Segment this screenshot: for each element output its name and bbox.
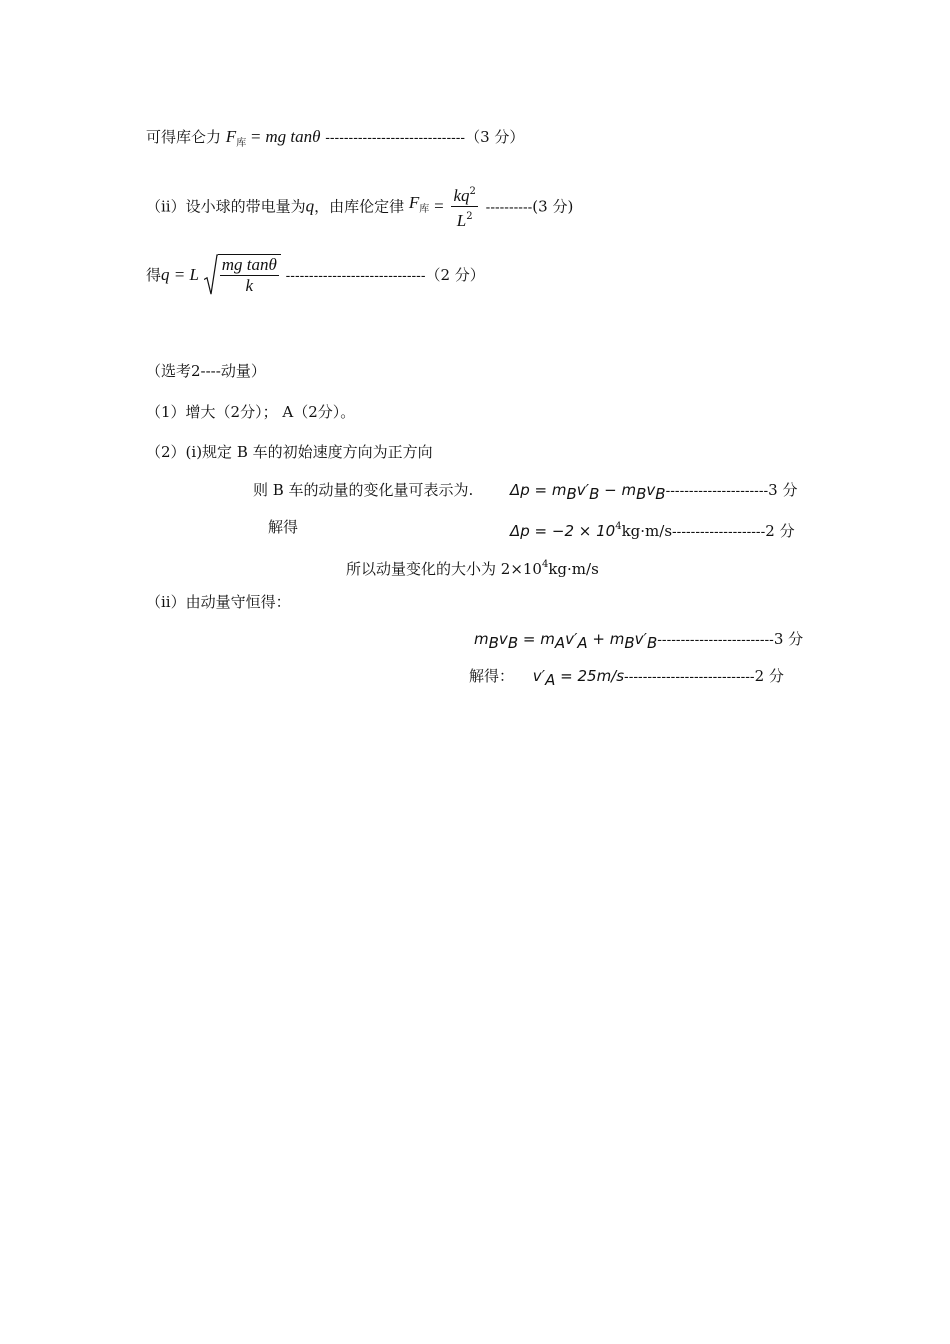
score-label: (3 分) [532, 197, 574, 216]
question-1-answer: （1）增大（2分）； A（2分）。 [146, 403, 356, 421]
question-2-part-ii: （ii）由动量守恒得： [146, 593, 291, 611]
line-prefix: 得 [146, 266, 162, 284]
leader-dashes: -------------------- [672, 523, 766, 539]
square-root [204, 254, 281, 296]
solve-label: 解得： [469, 667, 515, 685]
denominator-exponent: 2 [466, 211, 473, 222]
solve-label: 解得 [268, 518, 299, 536]
momentum-change-result [510, 517, 795, 541]
leader-dashes: ------------------------------ [325, 129, 466, 145]
unit: kg·m/s [621, 522, 673, 540]
velocity-result: = 25m/s [560, 667, 625, 685]
score-label: 3 分 [768, 481, 798, 499]
fraction-denominator: L [456, 211, 467, 230]
line-prefix: （ii）设小球的带电量为 [146, 197, 306, 216]
force-symbol: F [408, 193, 420, 212]
sqrt-denominator: k [245, 276, 254, 295]
line-mid: ，由库伦定律 [314, 197, 405, 216]
momentum-conservation-line: mBvB = mAv′A + mBv′B-------------------------3 分 [474, 630, 804, 652]
line-prefix: 可得库仑力 [146, 128, 222, 146]
delta-p-expression: Δp = m [510, 481, 567, 499]
score-label: 3 分 [773, 630, 804, 648]
leader-dashes: ---------------------------- [624, 668, 755, 684]
line-prefix: 则 B 车的动量的变化量可表示为. [253, 481, 474, 499]
result-unit: kg·m/s [548, 560, 599, 578]
charge-variable: q [305, 196, 315, 216]
coulomb-fraction [451, 182, 477, 231]
force-symbol: F [225, 127, 237, 146]
force-subscript: 库 [236, 138, 247, 149]
momentum-change-magnitude [346, 555, 599, 579]
charge-equation-lhs: q = L [161, 265, 199, 284]
momentum-equation: m [474, 630, 489, 648]
numerator-exponent: 2 [469, 186, 476, 197]
leader-dashes: ------------------------- [657, 631, 774, 647]
score-label: 2 分 [754, 667, 784, 685]
result-text: 所以动量变化的大小为 2×10 [346, 560, 542, 578]
force-rhs: mg tanθ [265, 127, 321, 146]
delta-p-result: Δp = −2 × 10 [510, 522, 616, 540]
score-label: （2 分） [425, 266, 485, 284]
score-label: （3 分） [465, 128, 525, 146]
leader-dashes: ------------------------------ [285, 267, 426, 283]
question-2-part-i: （2）(i)规定 B 车的初始速度方向为正方向 [146, 443, 433, 461]
force-subscript: 库 [419, 204, 430, 215]
leader-dashes: ---------------------- [665, 482, 769, 498]
momentum-change-formula: Δp = mBv′B − mBvB----------------------3 分 [510, 481, 798, 503]
score-label: 2 分 [765, 522, 795, 540]
radical-sign-icon [204, 254, 218, 296]
equation-line-coulomb-force: 可得库仑力 $F_库$ = mg tanθ ------------------------------（3 分） [146, 127, 525, 149]
equation-line-charge-result [146, 254, 485, 296]
velocity-result-line: 解得： v′A = 25m/s----------------------------2 分 [469, 667, 784, 689]
fraction-numerator: kq [453, 186, 470, 205]
section-title: （选考2----动量） [146, 362, 266, 380]
momentum-change-line [253, 480, 473, 500]
sqrt-numerator: mg tanθ [221, 255, 277, 274]
exponent: 4 [615, 521, 622, 532]
leader-dashes: ---------- [485, 198, 533, 215]
result-exponent: 4 [541, 559, 549, 570]
equation-line-coulomb-law: （ii）设小球的带电量为q，由库伦定律 $F_库$ = $\frac{kq^2}{L^2}$ ----------(3 分) [146, 182, 573, 231]
